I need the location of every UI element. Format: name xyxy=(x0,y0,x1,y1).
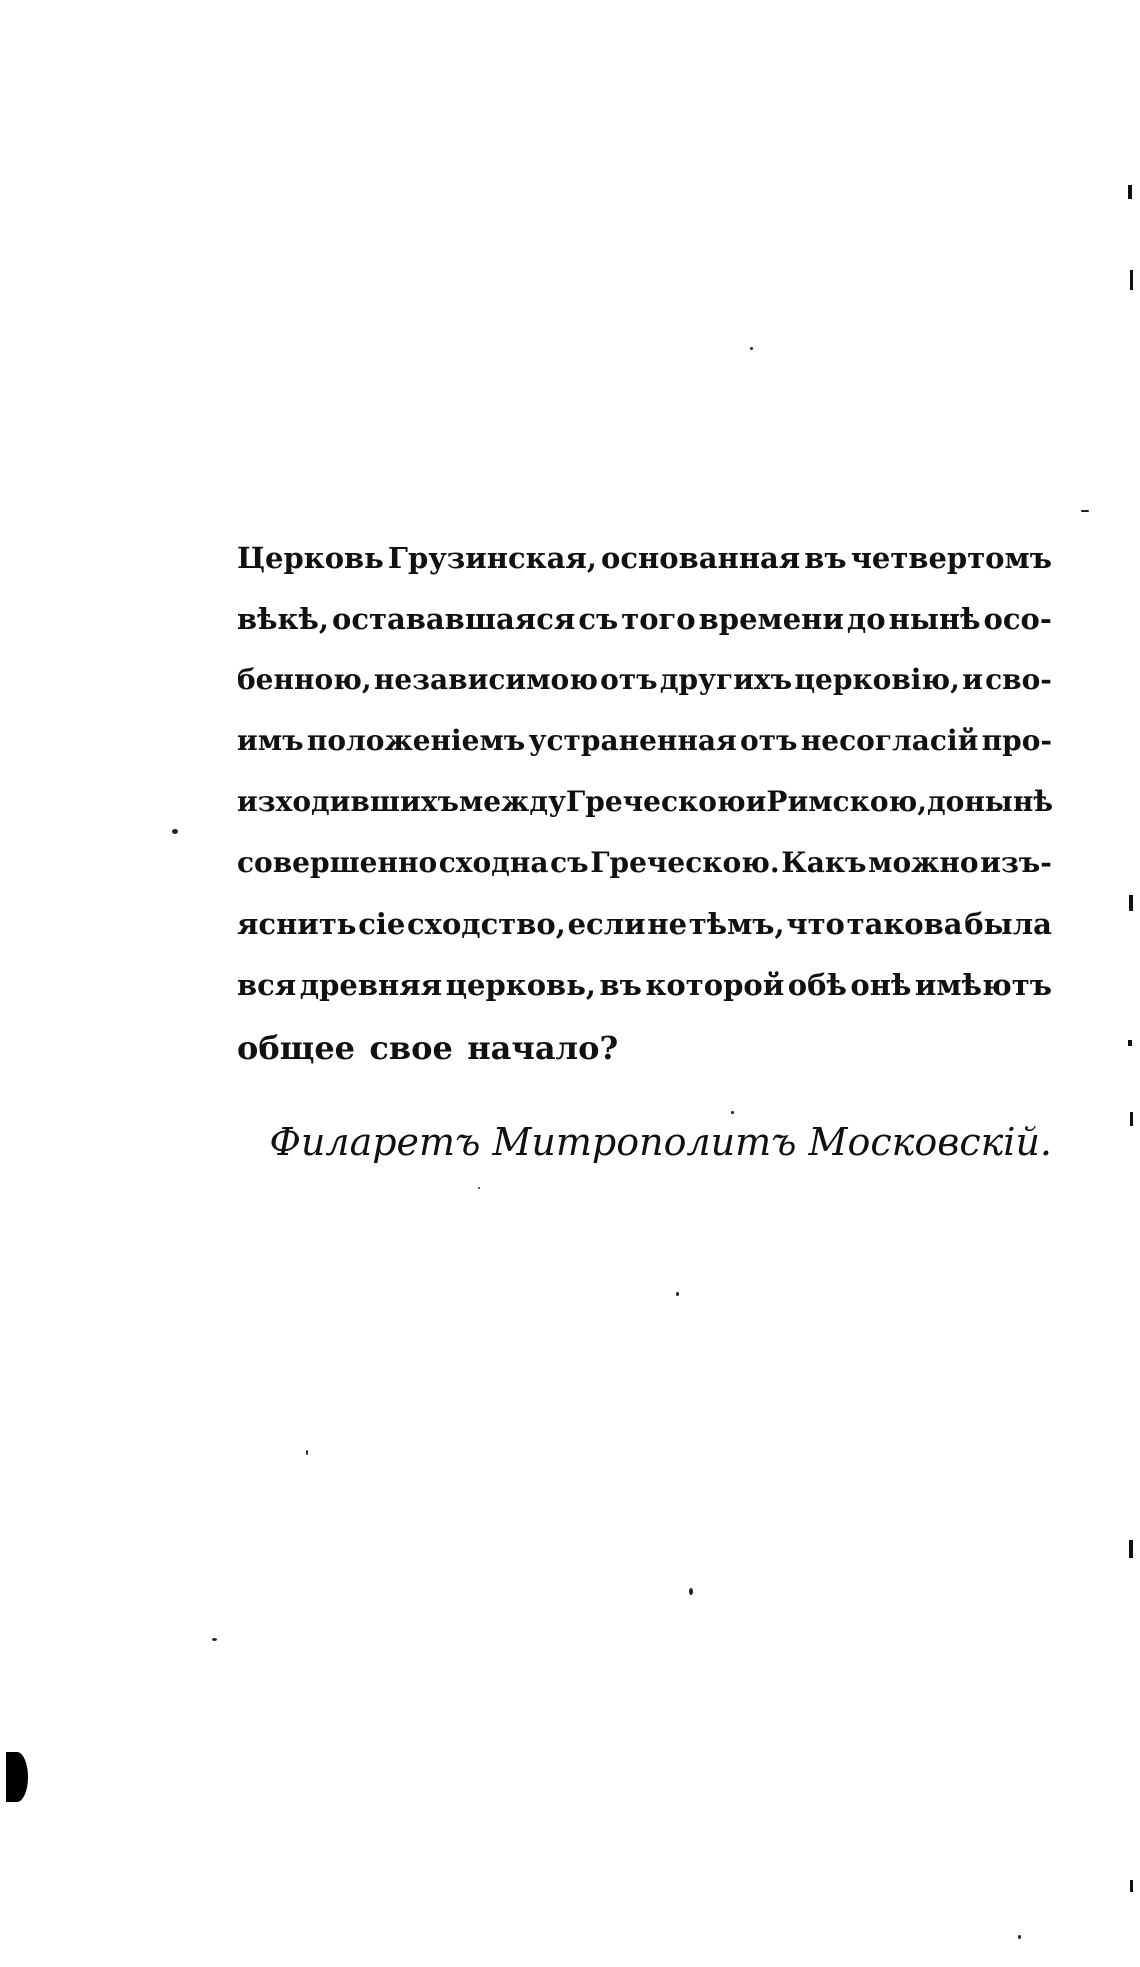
word: сіе xyxy=(358,907,406,941)
word: вѣкѣ, xyxy=(237,602,329,636)
word: можно xyxy=(868,846,979,879)
speck-5 xyxy=(689,1588,693,1595)
quotation-paragraph xyxy=(237,541,1052,1090)
word: сво- xyxy=(985,663,1052,696)
word: бенною, xyxy=(237,663,372,696)
word: яснить xyxy=(237,907,357,941)
word: Греческою. xyxy=(590,846,780,879)
word: отъ xyxy=(740,724,798,757)
speck-7 xyxy=(750,347,753,350)
word: Римскою, xyxy=(766,785,927,818)
speck-4 xyxy=(676,1292,679,1296)
speck-10 xyxy=(478,1187,480,1189)
word: положеніемъ xyxy=(306,724,526,757)
word: четвертомъ xyxy=(850,541,1052,575)
word: церковь, xyxy=(445,968,596,1002)
signature-attribution: Филаретъ Митрополитъ Московскій. xyxy=(269,1120,1052,1164)
word: до xyxy=(926,785,965,818)
word: въ xyxy=(804,541,847,575)
word: съ xyxy=(578,602,619,636)
word: не xyxy=(647,907,688,941)
paragraph-line-7 xyxy=(237,907,1052,968)
word: сходство, xyxy=(407,907,566,941)
speck-2 xyxy=(1081,510,1089,512)
word: была xyxy=(964,907,1052,941)
speck-6 xyxy=(212,1638,217,1641)
word: такова xyxy=(846,907,963,941)
word: про- xyxy=(981,724,1052,757)
word: остававшаяся xyxy=(331,602,576,636)
speck-1 xyxy=(172,829,178,834)
paragraph-line-5 xyxy=(237,785,1052,846)
edge-mark-2 xyxy=(1130,270,1133,290)
word: что xyxy=(786,907,845,941)
word: свое xyxy=(369,1029,453,1067)
scan-blot xyxy=(6,1752,28,1802)
word: независимою xyxy=(373,663,598,696)
word: начало? xyxy=(467,1029,619,1067)
word: общее xyxy=(237,1029,356,1067)
speck-9 xyxy=(1018,1935,1021,1939)
speck-3 xyxy=(731,1111,734,1114)
word: Греческою xyxy=(565,785,746,818)
word: тѣмъ, xyxy=(688,907,785,941)
word: и xyxy=(962,663,983,696)
word: вся xyxy=(237,968,297,1002)
word: отъ xyxy=(600,663,658,696)
word: древняя xyxy=(299,968,443,1002)
word: изходившихъ xyxy=(237,785,459,818)
word: осо- xyxy=(983,602,1052,636)
edge-mark-5 xyxy=(1130,1112,1133,1126)
word: имѣютъ xyxy=(914,968,1052,1002)
edge-mark-6 xyxy=(1129,1540,1133,1558)
edge-mark-1 xyxy=(1128,185,1132,199)
word: того xyxy=(621,602,696,636)
word: съ xyxy=(550,846,589,879)
paragraph-line-2 xyxy=(237,602,1052,663)
word: церковію, xyxy=(794,663,960,696)
word: между xyxy=(458,785,566,818)
word: въ xyxy=(599,968,642,1002)
edge-mark-3 xyxy=(1129,895,1133,911)
word: имъ xyxy=(237,724,304,757)
word: Церковь xyxy=(237,541,384,575)
word: нынѣ xyxy=(964,785,1054,818)
word: совершенно xyxy=(237,846,438,879)
paragraph-line-9 xyxy=(237,1029,1052,1090)
paragraph-line-8 xyxy=(237,968,1052,1029)
word: онѣ xyxy=(850,968,912,1002)
edge-mark-7 xyxy=(1130,1880,1133,1892)
speck-8 xyxy=(306,1450,308,1455)
word: сходна xyxy=(438,846,549,879)
word: изъ- xyxy=(980,846,1052,879)
word: устраненная xyxy=(528,724,737,757)
paragraph-line-3 xyxy=(237,663,1052,724)
word: до xyxy=(846,602,886,636)
paragraph-line-6 xyxy=(237,846,1052,907)
word: которой xyxy=(645,968,785,1002)
word: Какъ xyxy=(781,846,867,879)
edge-mark-4 xyxy=(1128,1040,1132,1046)
word: если xyxy=(567,907,646,941)
word: основанная xyxy=(601,541,801,575)
word: времени xyxy=(698,602,844,636)
word: несогласій xyxy=(800,724,979,757)
word: Грузинская, xyxy=(387,541,597,575)
paragraph-line-1 xyxy=(237,541,1052,602)
word: другихъ xyxy=(659,663,793,696)
word: нынѣ xyxy=(888,602,981,636)
word: обѣ xyxy=(787,968,847,1002)
word: и xyxy=(745,785,767,818)
paragraph-line-4 xyxy=(237,724,1052,785)
